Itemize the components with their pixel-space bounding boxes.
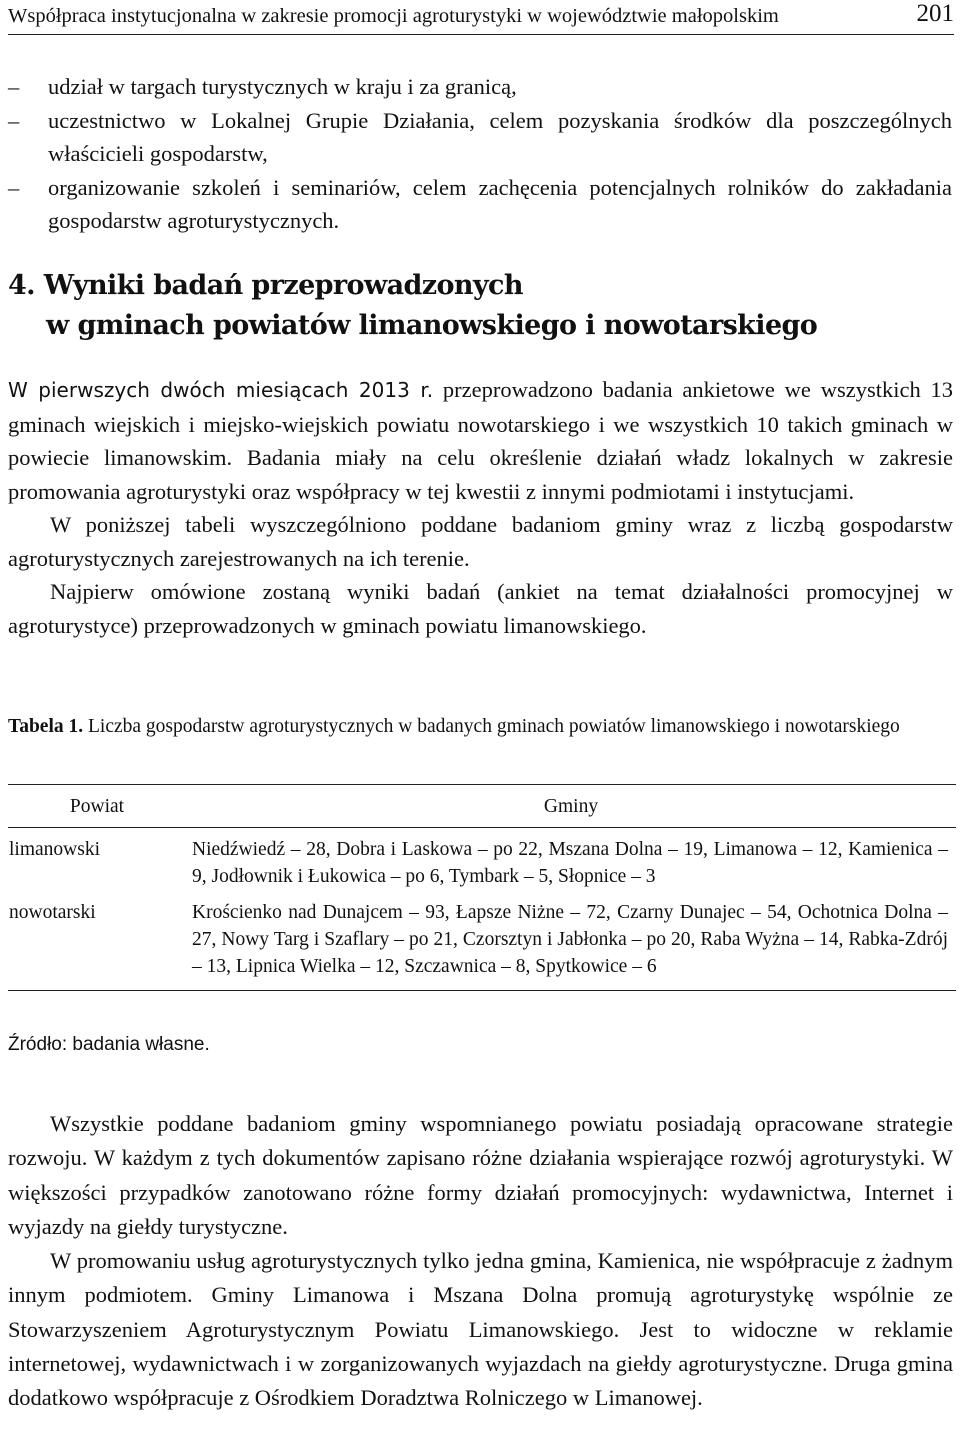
table-cell-powiat: nowotarski xyxy=(8,891,186,991)
paragraph: Najpierw omówione zostaną wyniki badań (ankiet na temat działalności promocyjnej w agroturystyce) przeprowadzonych w gminach powiatu limanowskiego. xyxy=(8,579,953,638)
column-header-gminy: Gminy xyxy=(186,785,956,828)
section-heading xyxy=(8,266,817,346)
data-table xyxy=(8,784,956,991)
dash-marker: – xyxy=(8,107,20,133)
list-item xyxy=(8,70,952,104)
bullet-list xyxy=(8,70,952,238)
table-row xyxy=(8,828,956,892)
paragraph xyxy=(8,373,953,508)
paragraph: W promowaniu usług agroturystycznych tylko jedna gmina, Kamienica, nie współpracuje z żadnym innym podmiotem. Gminy Limanowa i Mszana Dolna promują agroturystykę wspólnie ze Stowarzyszeniem Agroturystycznym Powiatu Limanowskiego. Jest to widoczne w reklamie internetowej, wydawnictwach i w zorganizowanych wyjazdach na giełdy agroturystyczne. Druga gmina dodatkowo współpracuje z Ośrodkiem Doradztwa Rolniczego w Limanowej. xyxy=(8,1248,953,1411)
section-heading-line1: 4. Wyniki badań przeprowadzonych xyxy=(8,270,523,301)
running-head xyxy=(8,0,954,35)
table-cell-gminy: Niedźwiedź – 28, Dobra i Laskowa – po 22, Mszana Dolna – 19, Limanowa – 12, Kamienica – 9, Jodłownik i Łukowica – po 6, Tymbark – 5, Słopnice – 3 xyxy=(192,839,948,887)
table-header-row xyxy=(8,785,956,828)
paragraph: Wszystkie poddane badaniom gminy wspomnianego powiatu posiadają opracowane strategie rozwoju. W każdym z tych dokumentów zapisano różne działania wspierające rozwój agroturystyki. W większości przypadków zanotowano różne formy działań promocyjnych: wydawnictwa, Internet i wyjazdy na giełdy turystyczne. xyxy=(8,1111,953,1239)
table-source-note: Źródło: badania własne. xyxy=(8,1034,210,1055)
list-item xyxy=(8,104,952,171)
section-heading-line2: w gminach powiatów limanowskiego i nowotarskiego xyxy=(46,310,818,341)
body-text-intro xyxy=(8,373,953,642)
list-item-text: udział w targach turystycznych w kraju i za granicą, xyxy=(48,74,517,99)
dash-marker: – xyxy=(8,174,20,200)
dash-marker: – xyxy=(8,74,20,99)
table-cell-gminy: Krościenko nad Dunajcem – 93, Łapsze Niżne – 72, Czarny Dunajec – 54, Ochotnica Dolna – 27, Nowy Targ i Szaflary – po 21, Czorsztyn i Jabłonka – po 20, Raba Wyżna – 14, Rabka-Zdrój – 13, Lipnica Wielka – 12, Szczawnica – 8, Spytkowice – 6 xyxy=(186,891,956,991)
paragraph-lead: W pierwszych dwóch miesiącach 2013 r. xyxy=(8,378,434,402)
list-item-text: uczestnictwo w Lokalnej Grupie Działania, celem pozyskania środków dla poszczególnych właścicieli gospodarstw, xyxy=(48,107,952,166)
table-caption xyxy=(8,712,930,741)
page-number: 201 xyxy=(916,0,954,27)
table-row xyxy=(8,891,956,991)
table-cell-powiat: limanowski xyxy=(9,839,100,860)
body-text-results xyxy=(8,1107,953,1416)
table-caption-text: Liczba gospodarstw agroturystycznych w badanych gminach powiatów limanowskiego i nowotarskiego xyxy=(83,716,900,737)
paragraph-text: przeprowadzono badania ankietowe we wszystkich 13 gminach wiejskich i miejsko-wiejskich powiatu nowotarskiego i we wszystkich 10 takich gminach w powiecie limanowskim. Badania miały na celu określenie działań władz lokalnych w zakresie promowania agroturystyki oraz współpracy w tej kwestii z innymi podmiotami i instytucjami. xyxy=(8,377,953,504)
table-caption-label: Tabela 1. xyxy=(8,716,84,737)
paragraph: W poniższej tabeli wyszczególniono poddane badaniom gminy wraz z liczbą gospodarstw agroturystycznych zarejestrowanych na ich terenie. xyxy=(8,512,953,571)
list-item-text: organizowanie szkoleń i seminariów, celem zachęcenia potencjalnych rolników do zakładania gospodarstw agroturystycznych. xyxy=(48,174,952,233)
running-head-title: Współpraca instytucjonalna w zakresie promocji agroturystyki w województwie małopolskim xyxy=(8,5,779,27)
list-item xyxy=(8,171,952,238)
column-header-powiat: Powiat xyxy=(8,785,186,828)
